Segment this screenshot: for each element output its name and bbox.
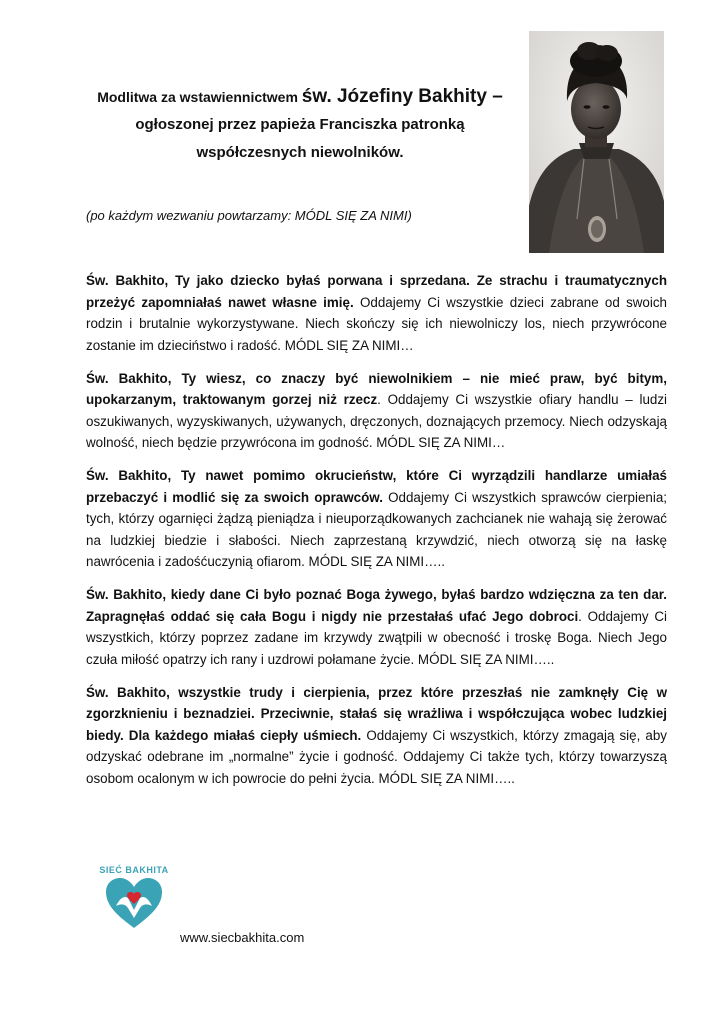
petition-4: Św. Bakhito, kiedy dane Ci było poznać Boga żywego, byłaś bardzo wdzięczna za ten dar. Zapragnęłaś oddać się cała Bogu i nigdy nie przestałaś ufać Jego dobroci. Oddajemy Ci wszystkich, którzy poprzez zadane im krzywdy zwątpili w obecność i troskę Boga. Niech Jego czuła miłość opatrzy ich rany i uzdrowi połamane życie. MÓDL SIĘ ZA NIMI…..	[86, 587, 667, 667]
title-line-2: ogłoszonej przez papieża Franciszka patronką	[135, 116, 465, 133]
siec-bakhita-logo	[98, 860, 170, 932]
petition-2: Św. Bakhito, Ty wiesz, co znaczy być niewolnikiem – nie mieć praw, być bitym, upokarzanym, traktowanym gorzej niż rzecz. Oddajemy Ci wszystkie ofiary handlu – ludzi oszukiwanych, wyzyskiwanych, używanych, dręczonych, doznających przemocy. Niech odzyskają wolność, niech będzie przywrócona im godność. MÓDL SIĘ ZA NIMI…	[86, 370, 668, 450]
title-line-3: współczesnych niewolników.	[196, 144, 404, 161]
saint-portrait	[529, 31, 664, 253]
prayer-title	[60, 83, 540, 167]
petition-3: Św. Bakhito, Ty nawet pomimo okrucieństw, które Ci wyrządzili handlarze umiałaś przebaczyć i modlić się za swoich oprawców. Oddajemy Ci wszystkich sprawców cierpienia; tych, którzy ogarnięci żądzą pieniądza i nieuporządkowanych zachcianek nie wahają się żerować na ludzkiej biedzie i słabości. Niech zaprzestaną krzywdzić, niech otworzą się na łaskę nawrócenia i zadośćuczynią ofiarom. MÓDL SIĘ ZA NIMI…..	[86, 468, 667, 569]
website-link[interactable]: www.siecbakhita.com	[180, 930, 305, 945]
petition-5: Św. Bakhito, wszystkie trudy i cierpienia, przez które przeszłaś nie zamknęły Cię w zgorzknieniu i beznadziei. Przeciwnie, stałaś się wrażliwa i współczująca wobec ludzkiej biedy. Dla każdego miałaś ciepły uśmiech. Oddajemy Ci wszystkich, którzy zmagają się, aby odzyskać odebrane im „normalne” życie i godność. Oddajemy Ci także tych, którzy towarzyszą osobom ocalonym w ich powrocie do pełni życia. MÓDL SIĘ ZA NIMI…..	[86, 684, 667, 786]
title-line-1: Modlitwa za wstawiennictwem św. Józefiny Bakhity –	[97, 86, 503, 107]
petitions	[86, 270, 667, 801]
petition-1: Św. Bakhito, Ty jako dziecko byłaś porwana i sprzedana. Ze strachu i traumatycznych przeżyć zapomniałaś nawet własne imię. Oddajemy Ci wszystkie dzieci zabrane od swoich rodzin i brutalnie wykorzystywane. Niech skończy się ich niewolniczy los, niech przywrócone zostanie im dzieciństwo i radość. MÓDL SIĘ ZA NIMI…	[86, 273, 667, 353]
svg-text:SIEĆ BAKHITA: SIEĆ BAKHITA	[99, 865, 169, 875]
saint-name: św. Józefiny Bakhity	[301, 86, 487, 107]
response-note: (po każdym wezwaniu powtarzamy: MÓDL SIĘ ZA NIMI)	[86, 208, 412, 223]
